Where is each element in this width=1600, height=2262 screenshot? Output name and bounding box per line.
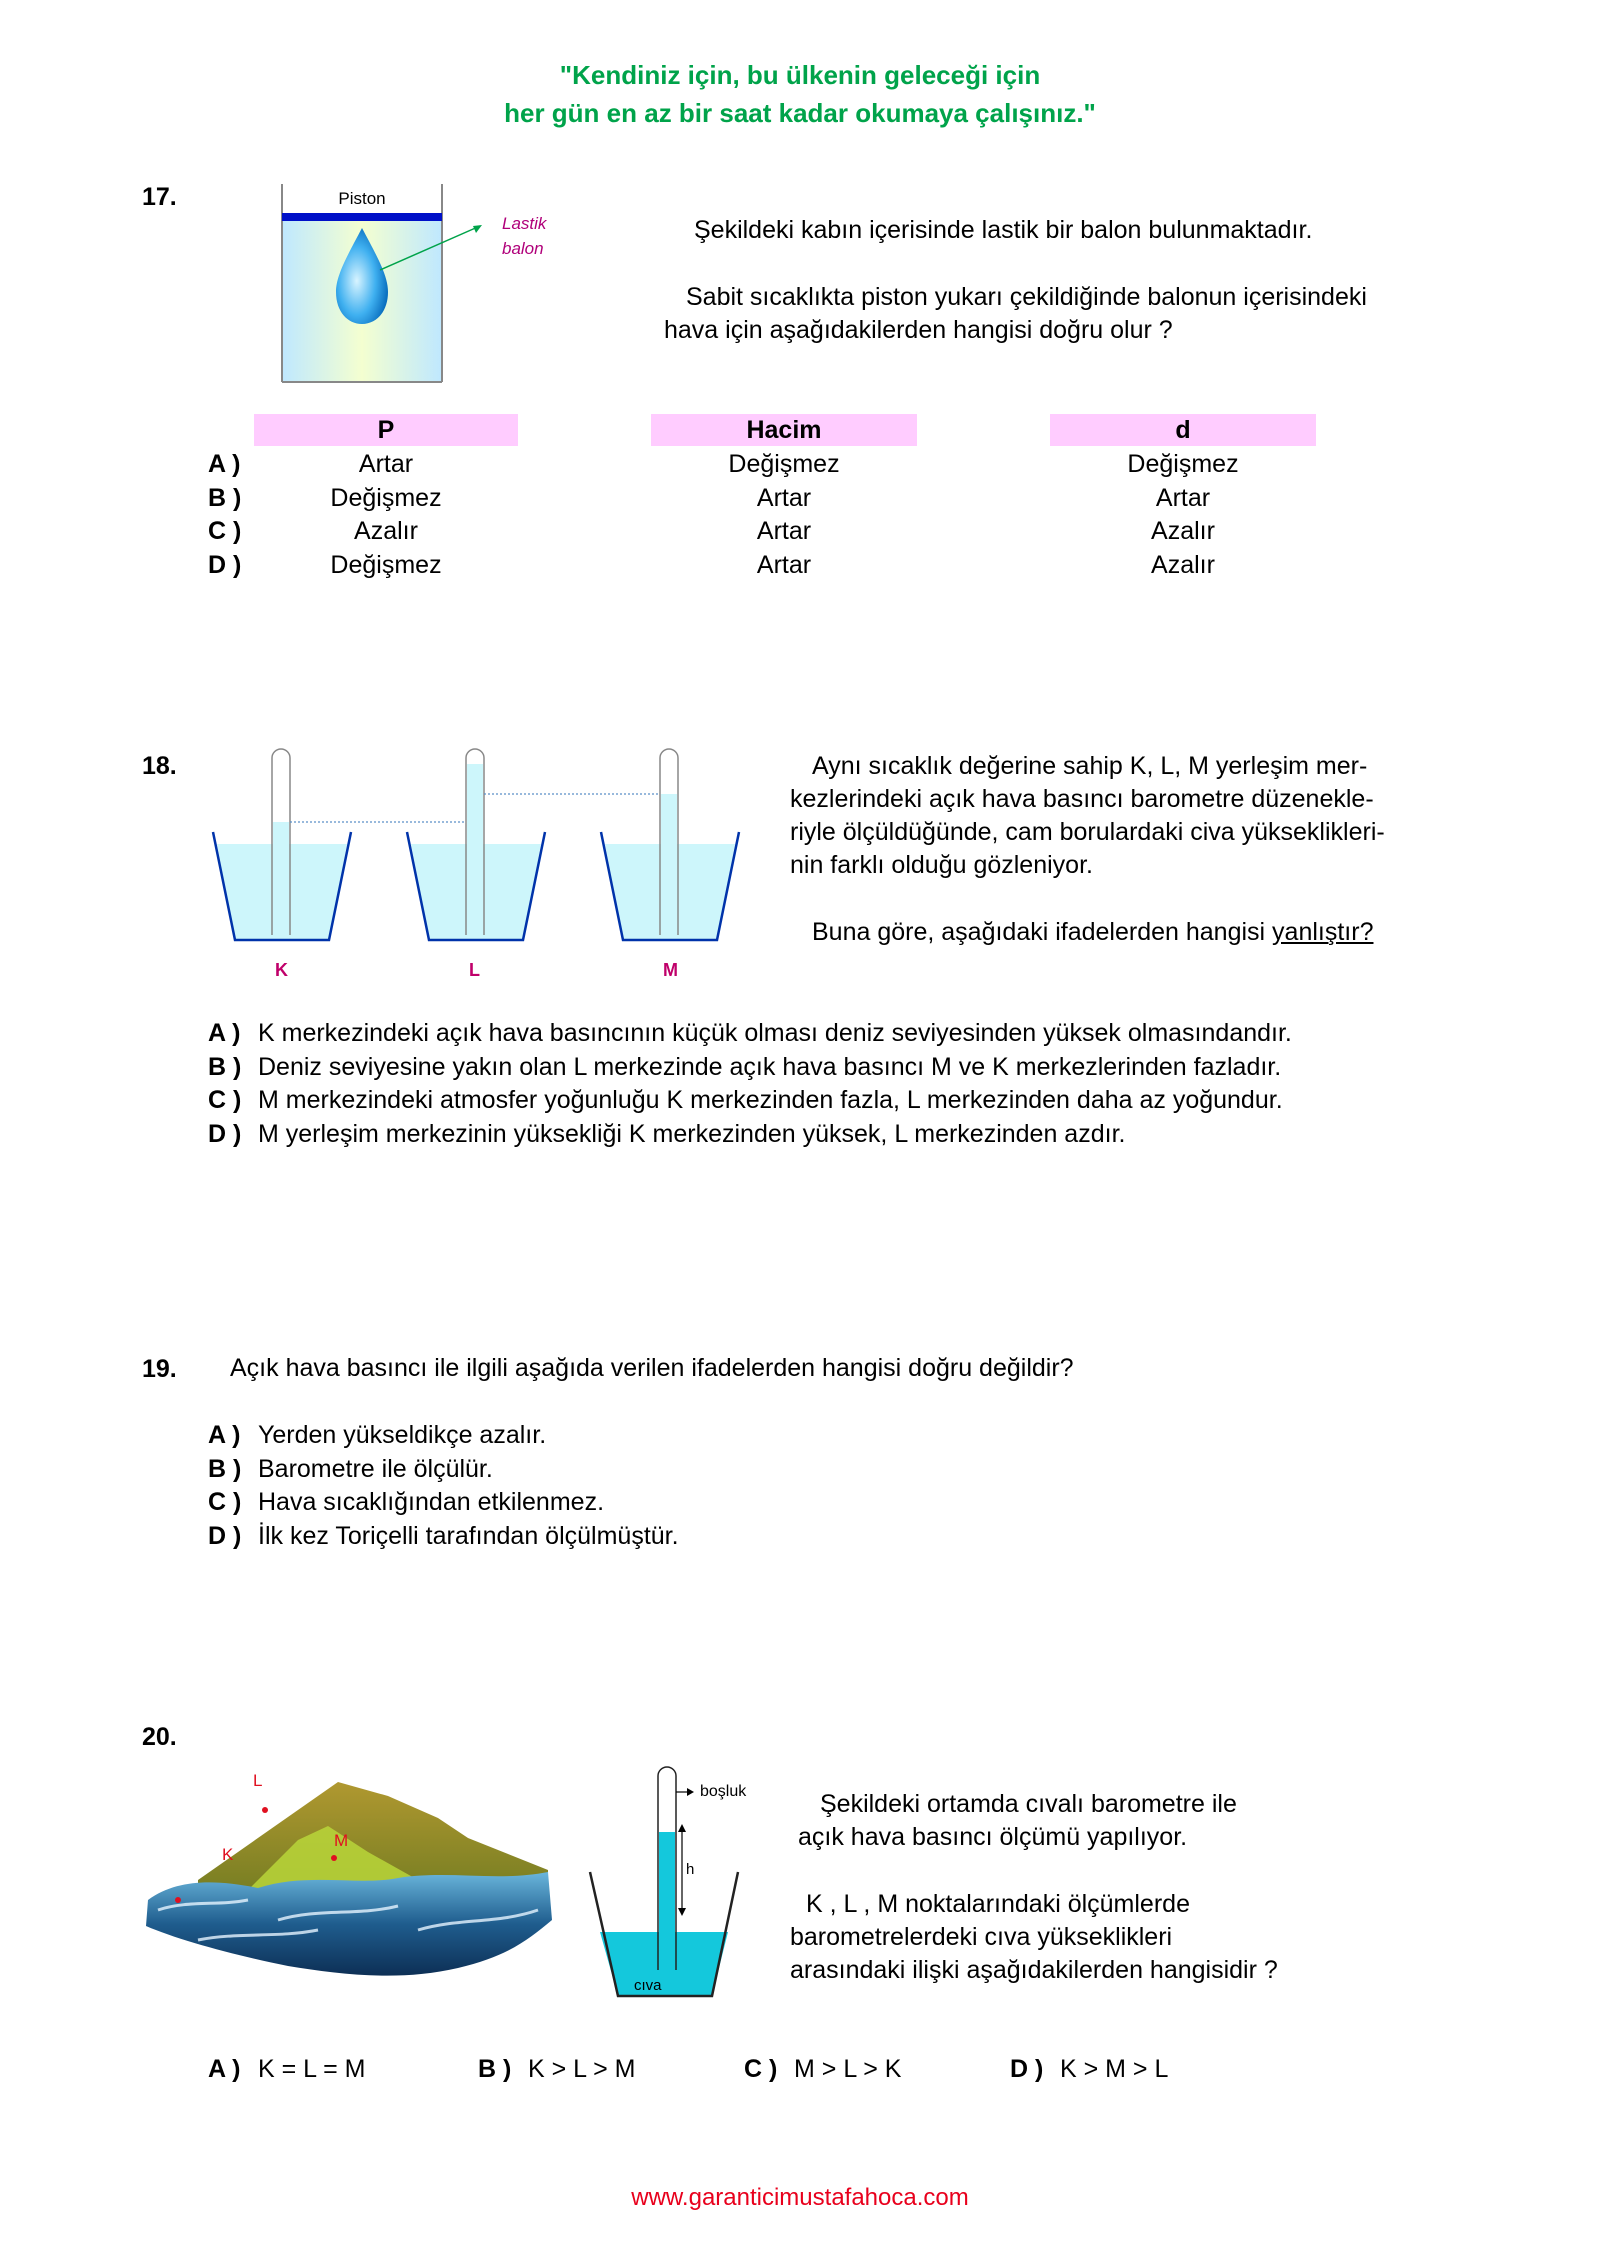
q18-option-c-text: M merkezindeki atmosfer yoğunluğu K merkezinden fazla, L merkezinden daha az yoğundur. (258, 1086, 1283, 1114)
q20-text-2: açık hava basıncı ölçümü yapılıyor. (798, 1823, 1188, 1851)
label-l: L (469, 960, 480, 980)
cell-c-volume: Artar (756, 517, 812, 545)
q18-option-c-letter: C ) (208, 1086, 242, 1114)
q20-option-b[interactable] (478, 2053, 635, 2087)
cell-c-density: Azalır (1151, 517, 1215, 545)
q17-col-volume (651, 448, 917, 582)
q20-option-c-text: M > L > K (794, 2055, 902, 2083)
option-letter-c[interactable]: C ) (208, 517, 242, 545)
question-17-number: 17. (142, 183, 177, 211)
q19-option-d-letter: D ) (208, 1521, 242, 1550)
q20-text-3: K , L , M noktalarındaki ölçümlerde (806, 1890, 1190, 1918)
balloon-label-2: balon (502, 239, 544, 258)
three-barometers-figure (205, 740, 745, 990)
piston-bar (282, 213, 442, 221)
q19-option-c-letter: C ) (208, 1488, 242, 1516)
cell-a-p: Artar (358, 450, 414, 478)
q17-text-1: Şekildeki kabın içerisinde lastik bir balon bulunmaktadır. (694, 216, 1313, 244)
q18-option-b-text: Deniz seviyesine yakın olan L merkezinde açık hava basıncı M ve K merkezlerinden fazladır. (258, 1052, 1282, 1081)
q18-text-1: Aynı sıcaklık değerine sahip K, L, M yerleşim mer- (812, 752, 1368, 780)
cell-c-p: Azalır (354, 517, 418, 545)
q20-text-1: Şekildeki ortamda cıvalı barometre ile (820, 1790, 1237, 1818)
q18-options (208, 1017, 1292, 1151)
piston-label: Piston (338, 189, 386, 208)
q20-text-4: barometrelerdeki cıva yükseklikleri (790, 1923, 1173, 1951)
q20-option-d-text: K > M > L (1060, 2055, 1169, 2083)
mountain-figure (138, 1760, 558, 1990)
q20-option-c[interactable] (744, 2053, 901, 2087)
q18-option-b-letter: B ) (208, 1052, 242, 1081)
label-civa: cıva (634, 1977, 662, 1994)
q17-col-density (1050, 448, 1316, 582)
q18-option-d-letter: D ) (208, 1119, 242, 1148)
cell-d-p: Değişmez (330, 550, 442, 579)
option-letter-b[interactable]: B ) (208, 483, 242, 512)
q18-option-a-letter: A ) (208, 1019, 241, 1047)
q18-option-a-text: K merkezindeki açık hava basıncının küçük olması deniz seviyesinden yüksek olmasındandır. (258, 1019, 1292, 1047)
q19-option-d[interactable] (208, 1520, 679, 1554)
cell-d-volume: Artar (756, 550, 812, 579)
q19-option-d-text: İlk kez Toriçelli tarafından ölçülmüştür. (258, 1521, 679, 1550)
mountain-label-m: M (334, 1831, 349, 1850)
q18-text-3: riyle ölçüldüğünde, cam borulardaki civa yükseklikleri- (790, 818, 1385, 846)
mountain-label-l: L (253, 1771, 263, 1790)
q20-option-a-text: K = L = M (258, 2055, 366, 2083)
q18-question-text: Buna göre, aşağıdaki ifadelerden hangisi (812, 918, 1273, 946)
table-header-density: d (1050, 414, 1316, 446)
q19-option-a[interactable] (208, 1419, 679, 1453)
cell-a-volume: Değişmez (728, 450, 840, 478)
balloon-label-1: Lastik (502, 214, 547, 233)
q19-option-b-letter: B ) (208, 1454, 242, 1483)
q19-options (208, 1419, 679, 1553)
q20-option-c-letter: C ) (744, 2055, 778, 2083)
label-bosluk: boşluk (700, 1783, 747, 1800)
piston-container-figure (278, 180, 568, 390)
q17-option-letters (208, 448, 241, 582)
label-m: M (663, 960, 678, 980)
question-19-number: 19. (142, 1355, 177, 1383)
footer-url-link[interactable]: www.garanticimustafahoca.com (631, 2184, 969, 2211)
q19-option-c-text: Hava sıcaklığından etkilenmez. (258, 1488, 605, 1516)
q18-option-c[interactable] (208, 1084, 1292, 1118)
q18-question-underlined: yanlıştır? (1272, 918, 1374, 946)
q20-text-5: arasındaki ilişki aşağıdakilerden hangisidir ? (790, 1956, 1278, 1984)
mountain-label-k: K (222, 1845, 234, 1864)
q20-option-a-letter: A ) (208, 2055, 241, 2083)
q17-text-2: Sabit sıcaklıkta piston yukarı çekildiğinde balonun içerisindeki (686, 283, 1367, 311)
question-20-number: 20. (142, 1723, 177, 1751)
cell-a-density: Değişmez (1127, 450, 1239, 478)
question-18-number: 18. (142, 752, 177, 780)
q19-option-a-text: Yerden yükseldikçe azalır. (258, 1421, 547, 1449)
label-k: K (275, 960, 288, 980)
q19-question: Açık hava basıncı ile ilgili aşağıda verilen ifadelerden hangisi doğru değildir? (230, 1354, 1074, 1382)
q19-option-b-text: Barometre ile ölçülür. (258, 1454, 493, 1483)
q17-text-3: hava için aşağıdakilerden hangisi doğru olur ? (664, 316, 1173, 344)
table-header-volume: Hacim (651, 414, 917, 446)
motto-line-1: "Kendiniz için, bu ülkenin geleceği için (559, 60, 1041, 90)
option-letter-d[interactable]: D ) (208, 550, 242, 579)
q20-option-a[interactable] (208, 2053, 365, 2087)
q18-option-d-text: M yerleşim merkezinin yüksekliği K merkezinden yüksek, L merkezinden azdır. (258, 1119, 1126, 1148)
q18-text-2: kezlerindeki açık hava basıncı barometre düzenekle- (790, 785, 1374, 813)
q18-option-a[interactable] (208, 1017, 1292, 1051)
q19-option-b[interactable] (208, 1453, 679, 1487)
q19-option-a-letter: A ) (208, 1421, 241, 1449)
motto-line-2: her gün en az bir saat kadar okumaya çalışınız." (504, 98, 1096, 128)
q20-option-b-letter: B ) (478, 2055, 512, 2083)
q17-col-p (254, 448, 518, 582)
q18-question (812, 916, 1373, 949)
q20-option-b-text: K > L > M (528, 2055, 636, 2083)
q20-option-d-letter: D ) (1010, 2055, 1044, 2083)
mercury-barometer-figure (588, 1762, 768, 2002)
q20-option-d[interactable] (1010, 2053, 1168, 2087)
q18-option-b[interactable] (208, 1051, 1292, 1085)
cell-b-density: Artar (1155, 483, 1211, 512)
label-h: h (686, 1861, 695, 1878)
option-letter-a[interactable]: A ) (208, 450, 241, 478)
q19-option-c[interactable] (208, 1486, 679, 1520)
table-header-p: P (254, 414, 518, 446)
cell-d-density: Azalır (1151, 550, 1215, 579)
cell-b-volume: Artar (756, 483, 812, 512)
cell-b-p: Değişmez (330, 483, 442, 512)
q18-option-d[interactable] (208, 1118, 1292, 1152)
q18-text-4: nin farklı olduğu gözleniyor. (790, 851, 1093, 879)
